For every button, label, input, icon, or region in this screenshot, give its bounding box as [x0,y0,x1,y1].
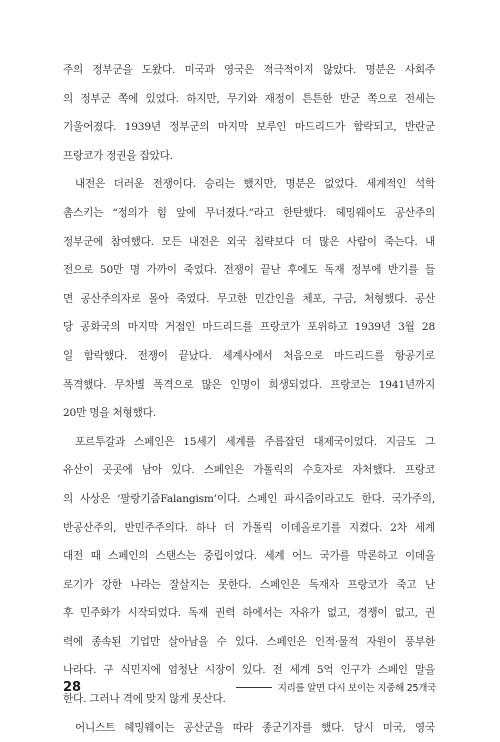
text-line: 포르투갈과 스페인은 15세기 세계를 주름잡던 대제국이었다. 지금도 그 [75,435,435,448]
page-footer [63,677,436,697]
text-line: 로기가 강한 나라는 잘살지는 못한다. 스페인은 독재자 프랑코가 죽고 난 [63,578,435,591]
running-title-rule [236,687,272,688]
text-line: 나라다. 구 식민지에 엄청난 시장이 있다. 전 세계 5억 인구가 스페인 말을 [63,664,435,677]
text-line: 한다. 그러나 격에 맞지 않게 못산다. [63,693,226,706]
text-line: 반공산주의, 반민주주의다. 하나 더 가톨릭 이데올로기를 지켰다. 2차 세계 [63,521,435,534]
body-text [63,56,435,742]
text-line: 의 사상은 ‘팔랑기즘Falangism’이다. 스페인 파시즘이라고도 한다. 국가주의, [63,492,435,505]
text-line: 면 공산주의자로 몰아 죽였다. 무고한 민간인을 체포, 구금, 처형했다. 공산 [63,292,435,305]
text-line: 력에 종속된 기업만 살아남을 수 있다. 스페인은 인적·물적 자원이 풍부한 [63,635,435,648]
text-line: 촘스키는 “정의가 힘 앞에 무너졌다.”라고 한탄했다. 헤밍웨이도 공산주의 [63,206,435,219]
page-number: 28 [63,679,82,695]
text-line: 기울어졌다. 1939년 정부군의 마지막 보루인 마드리드가 함락되고, 반란군 [63,121,435,134]
text-line: 일 함락했다. 전쟁이 끝났다. 세계사에서 처음으로 마드리드를 항공기로 [63,349,435,362]
text-line: 폭격했다. 무차별 폭격으로 많은 인명이 희생되었다. 프랑코는 1941년까지 [63,378,435,391]
text-line: 유산이 곳곳에 남아 있다. 스페인은 가톨릭의 수호자로 자처했다. 프랑코 [63,464,435,477]
text-line: 주의 정부군을 도왔다. 미국과 영국은 적극적이지 않았다. 명분은 사회주 [63,64,435,76]
text-line: 전으로 50만 명 가까이 죽었다. 전쟁이 끝난 후에도 독재 정부에 반기를 들 [63,264,435,277]
running-header [236,680,436,694]
text-line: 정부군에 참여했다. 모든 내전은 외국 침략보다 더 많은 사람이 죽는다. 내 [63,235,435,248]
text-line: 후 민주화가 시작되었다. 독재 권력 하에서는 자유가 없고, 경쟁이 없고, 권 [63,607,435,620]
text-line: 어니스트 헤밍웨이는 공산군을 따라 종군기자를 했다. 당시 미국, 영국 [75,721,435,734]
text-line: 당 공화국의 마지막 거점인 마드리드를 프랑코가 포위하고 1939년 3월 28 [63,321,435,334]
text-line: 의 정부군 쪽에 있었다. 하지만, 무기와 재정이 튼튼한 반군 쪽으로 전세는 [63,92,435,105]
text-line: 프랑코가 정권을 잡았다. [63,149,173,162]
text-line: 20만 명을 처형했다. [63,407,156,420]
running-title-text: 지리를 알면 다시 보이는 지중해 25개국 [277,683,436,694]
text-line: 대전 때 스페인의 스탠스는 중립이었다. 세계 어느 국가를 막론하고 이데올 [63,550,435,563]
text-line: 내전은 더러운 전쟁이다. 승리는 했지만, 명분은 없었다. 세계적인 석학 [75,178,435,191]
